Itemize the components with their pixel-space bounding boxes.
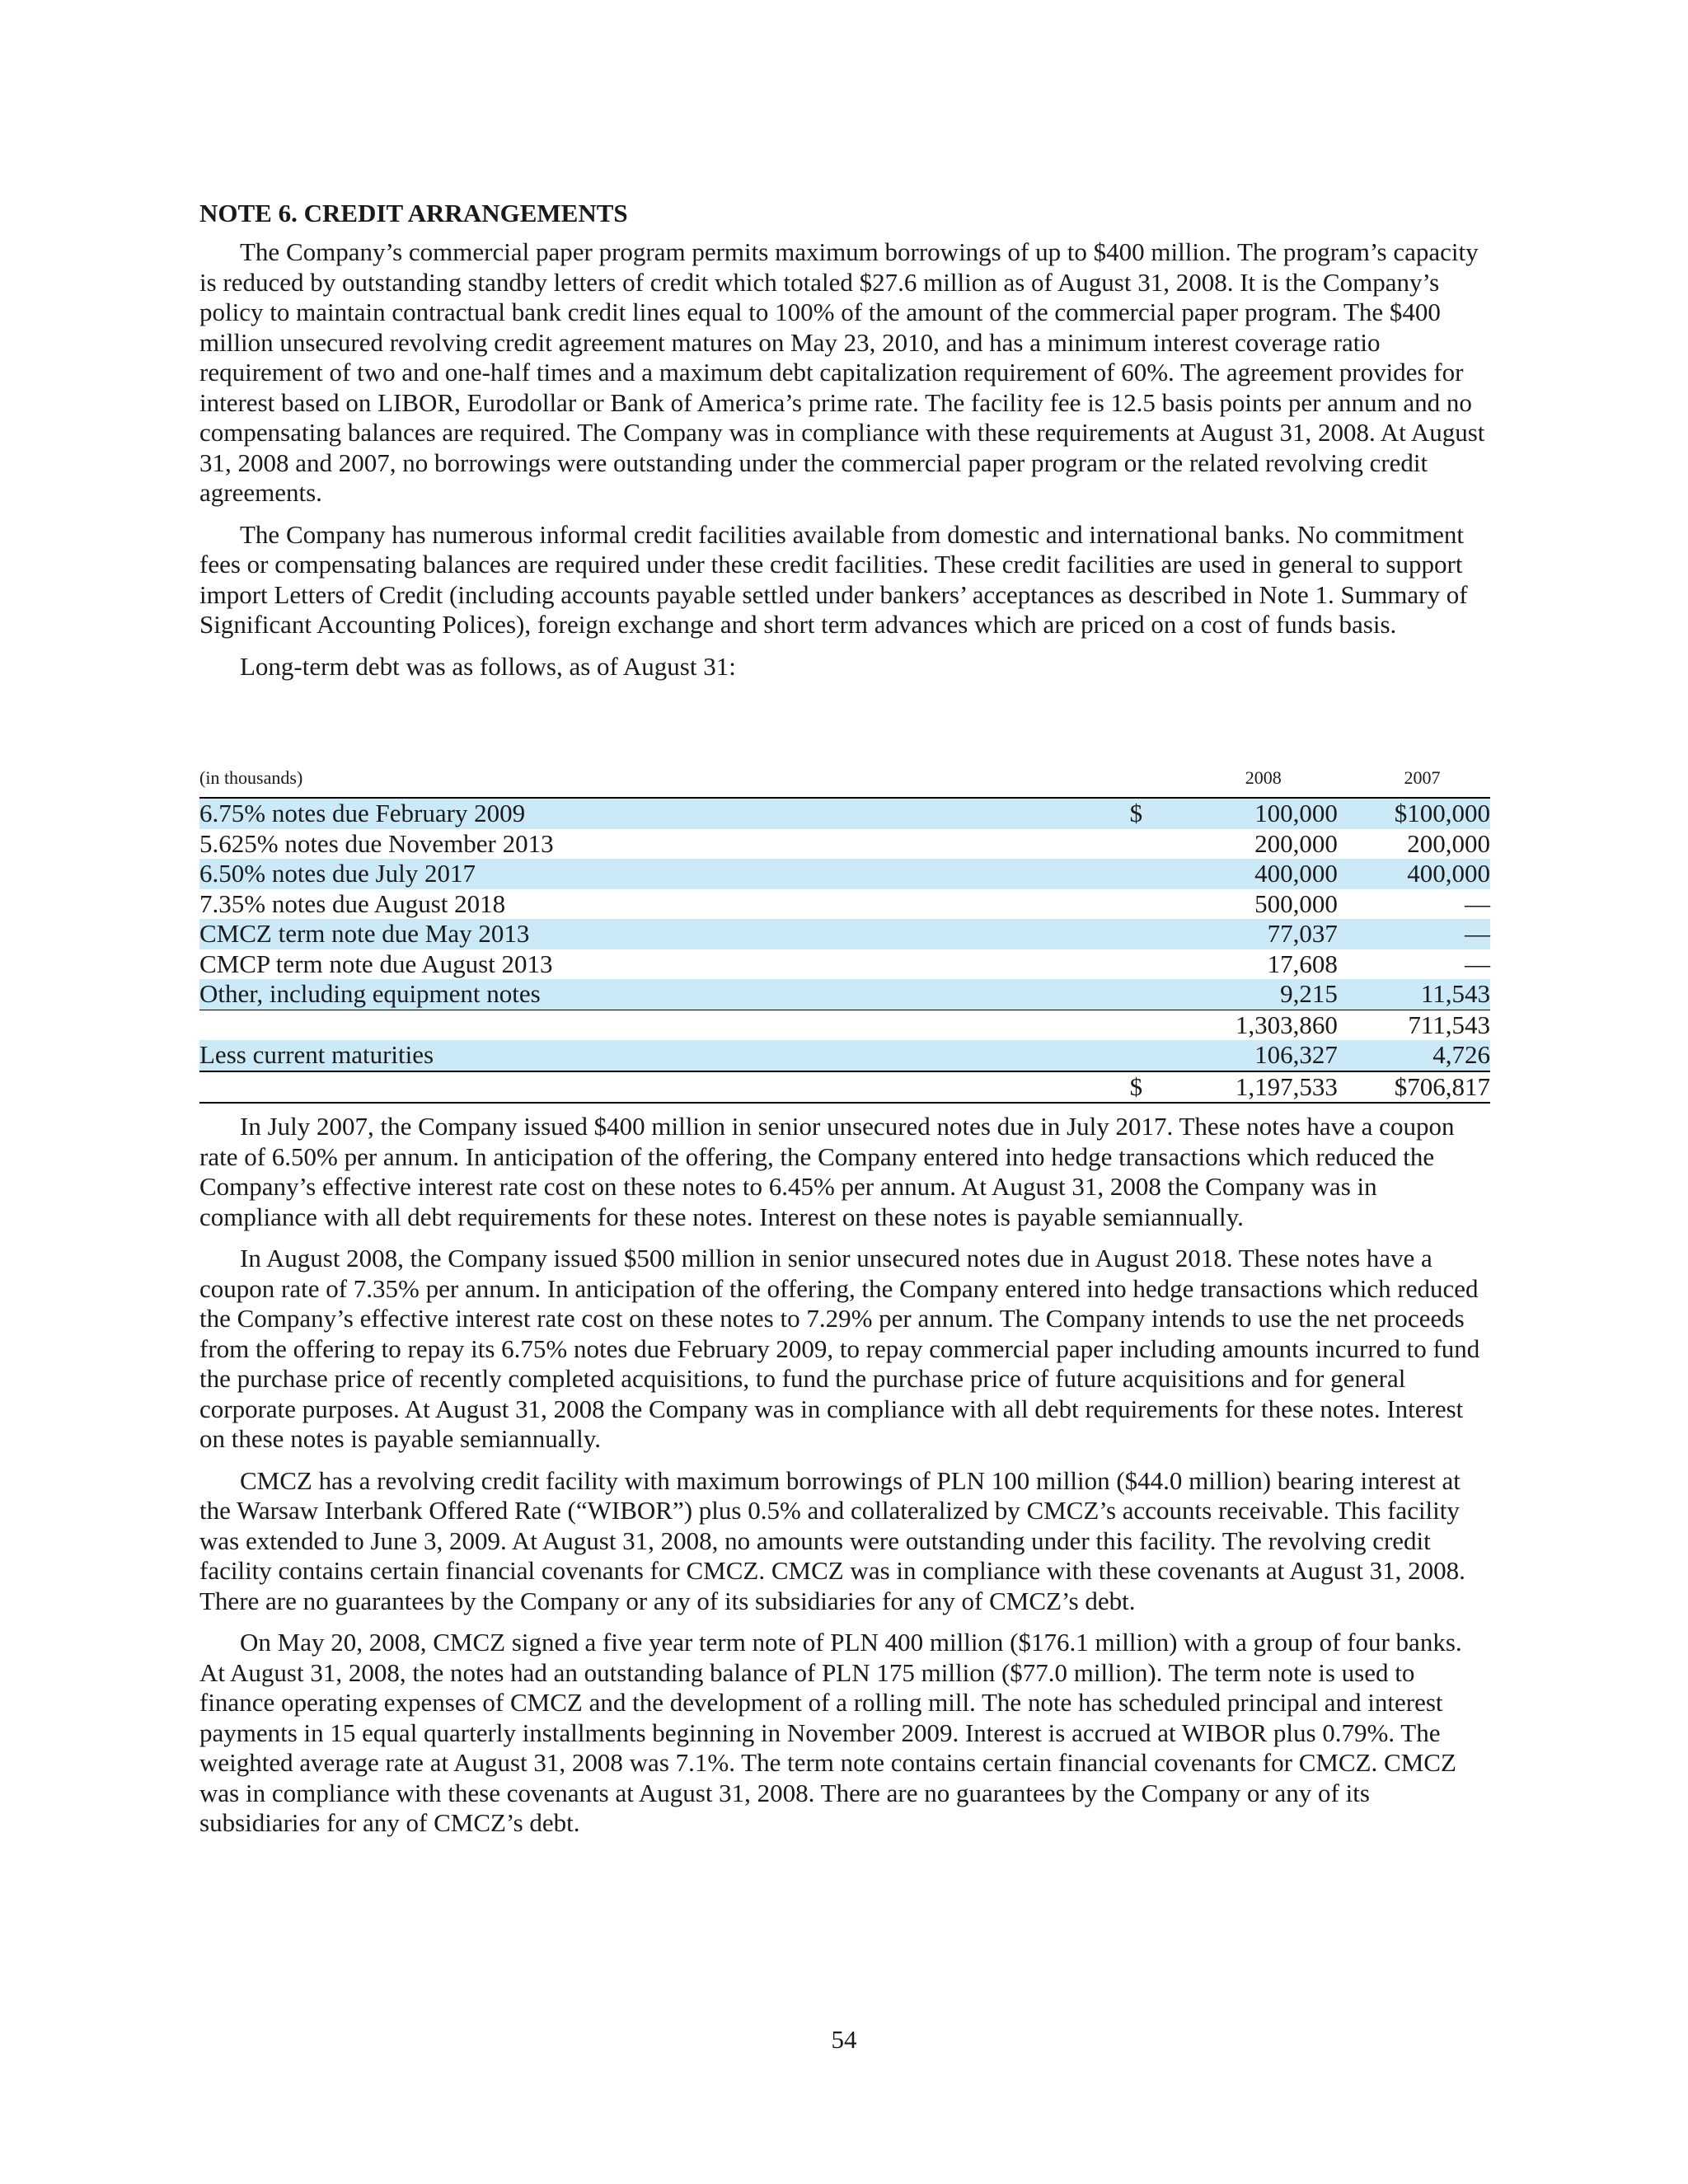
paragraph-informal-credit: The Company has numerous informal credit facilities available from domestic and international banks. No commitment fees or compensating balances are required under these credit facilities. These credit facilities are used in general to support import Letters of Credit (including accounts payable settled under bankers’ acceptances as described in Note 1. Summary of Significant Accounting Polices), foreign exchange and short term advances which are priced on a cost of funds basis. — [199, 519, 1468, 639]
total-2008-amount: 1,197,533 — [1235, 1071, 1338, 1101]
value-2008-amount: 100,000 — [1254, 799, 1338, 827]
row-label: Less current maturities — [199, 1040, 1123, 1071]
less-current-maturities-row — [199, 1040, 1490, 1071]
value-2007: 400,000 — [1338, 859, 1490, 889]
note-section — [199, 198, 1490, 693]
note-heading: NOTE 6. CREDIT ARRANGEMENTS — [199, 199, 628, 227]
table-row — [199, 798, 1490, 829]
subtotal-2008: 1,303,860 — [1123, 1010, 1338, 1040]
row-label: 6.50% notes due July 2017 — [199, 859, 1123, 889]
value-2007: 4,726 — [1338, 1040, 1490, 1071]
paragraph-cmcz-revolving-facility: CMCZ has a revolving credit facility with maximum borrowings of PLN 100 million ($44.0 million) bearing interest at the Warsaw Interbank Offered Rate (“WIBOR”) plus 0.5% and collateralized by CMCZ’s accounts receivable. This facility was extended to June 3, 2009. At August 31, 2008, no amounts were outstanding under this facility. The revolving credit facility contains certain financial covenants for CMCZ. CMCZ was in compliance with these covenants at August 31, 2008. There are no guarantees by the Company or any of its subsidiaries for any of CMCZ’s debt. — [199, 1465, 1465, 1615]
value-2007: — — [1338, 919, 1490, 949]
column-header-2008: 2008 — [1123, 759, 1338, 798]
unit-label: (in thousands) — [199, 759, 1123, 798]
table-row — [199, 949, 1490, 980]
subtotal-2007: 711,543 — [1338, 1010, 1490, 1040]
value-2008: 400,000 — [1123, 859, 1338, 889]
value-2008: 77,037 — [1123, 919, 1338, 949]
value-2008: 106,327 — [1123, 1040, 1338, 1071]
value-2008: 17,608 — [1267, 949, 1338, 978]
total-label — [199, 1071, 1123, 1104]
paragraph-cmcz-term-note: On May 20, 2008, CMCZ signed a five year term note of PLN 400 million ($176.1 million) with a group of four banks. At August 31, 2008, the notes had an outstanding balance of PLN 175 million ($77.0 million). The term note is used to finance operating expenses of CMCZ and the development of a rolling mill. The note has scheduled principal and interest payments in 15 equal quarterly installments beginning in November 2009. Interest is accrued at WIBOR plus 0.79%. The weighted average rate at August 31, 2008 was 7.1%. The term note contains certain financial covenants for CMCZ. CMCZ was in compliance with these covenants at August 31, 2008. There are no guarantees by the Company or any of its subsidiaries for any of CMCZ’s debt. — [199, 1628, 1462, 1837]
table-header-row — [199, 759, 1490, 798]
column-header-2007: 2007 — [1338, 759, 1490, 798]
value-2008: 500,000 — [1254, 888, 1338, 918]
table-row — [199, 859, 1490, 889]
row-label: 6.75% notes due February 2009 — [199, 798, 1123, 829]
row-label: CMCP term note due August 2013 — [199, 949, 553, 978]
paragraph-july-2007-notes: In July 2007, the Company issued $400 million in senior unsecured notes due in July 2017. These notes have a coupon rate of 6.50% per annum. In anticipation of the offering, the Company entered into hedge transactions which reduced the Company’s effective interest rate cost on these notes to 6.45% per annum. At August 31, 2008 the Company was in compliance with all debt requirements for these notes. Interest on these notes is payable semiannually. — [199, 1112, 1455, 1231]
value-2008 — [1123, 798, 1338, 829]
table-row — [199, 919, 1490, 949]
subtotal-row — [199, 1010, 1490, 1040]
total-row — [199, 1071, 1490, 1104]
notes-discussion — [199, 1112, 1490, 1850]
value-2007: 200,000 — [1407, 828, 1490, 858]
paragraph-august-2008-notes: In August 2008, the Company issued $500 million in senior unsecured notes due in August 2018. These notes have a coupon rate of 7.35% per annum. In anticipation of the offering, the Company entered into hedge transactions which reduced the Company’s effective interest rate cost on these notes to 7.29% per annum. The Company intends to use the net proceeds from the offering to repay its 6.75% notes due February 2009, to repay commercial paper including amounts incurred to fund the purchase price of recently completed acquisitions, to fund the purchase price of future acquisitions and for general corporate purposes. At August 31, 2008 the Company was in compliance with all debt requirements for these notes. Interest on these notes is payable semiannually. — [199, 1244, 1480, 1453]
dollar-sign: $ — [1129, 799, 1143, 827]
value-2008: 9,215 — [1123, 979, 1338, 1010]
row-label: CMCZ term note due May 2013 — [199, 919, 1123, 949]
paragraph-long-term-debt-intro: Long-term debt was as follows, as of August 31: — [240, 651, 736, 681]
row-label: 5.625% notes due November 2013 — [199, 828, 554, 858]
long-term-debt-table — [199, 759, 1490, 1104]
page-number: 54 — [831, 2025, 857, 2054]
paragraph-commercial-paper: The Company’s commercial paper program permits maximum borrowings of up to $400 million. The program’s capacity is reduced by outstanding standby letters of credit which totaled $27.6 million as of August 31, 2008. It is the Company’s policy to maintain contractual bank credit lines equal to 100% of the amount of the commercial paper program. The $400 million unsecured revolving credit agreement matures on May 23, 2010, and has a minimum interest coverage ratio requirement of two and one-half times and a maximum debt capitalization requirement of 60%. The agreement provides for interest based on LIBOR, Eurodollar or Bank of America’s prime rate. The facility fee is 12.5 basis points per annum and no compensating balances are required. The Company was in compliance with these requirements at August 31, 2008. At August 31, 2008 and 2007, no borrowings were outstanding under the commercial paper program or the related revolving credit agreements. — [199, 237, 1485, 507]
value-2008: 200,000 — [1254, 828, 1338, 858]
table-row — [199, 889, 1490, 920]
row-label: 7.35% notes due August 2018 — [199, 888, 506, 918]
value-2007: 11,543 — [1338, 979, 1490, 1010]
total-2007: $706,817 — [1338, 1071, 1490, 1104]
value-2007: — — [1465, 949, 1490, 978]
subtotal-label — [199, 1010, 1123, 1040]
table-row — [199, 829, 1490, 860]
value-2007: — — [1465, 888, 1490, 918]
dollar-sign: $ — [1129, 1071, 1143, 1101]
table-row — [199, 979, 1490, 1010]
row-label: Other, including equipment notes — [199, 979, 1123, 1010]
total-2008 — [1123, 1071, 1338, 1104]
value-2007: $100,000 — [1338, 798, 1490, 829]
